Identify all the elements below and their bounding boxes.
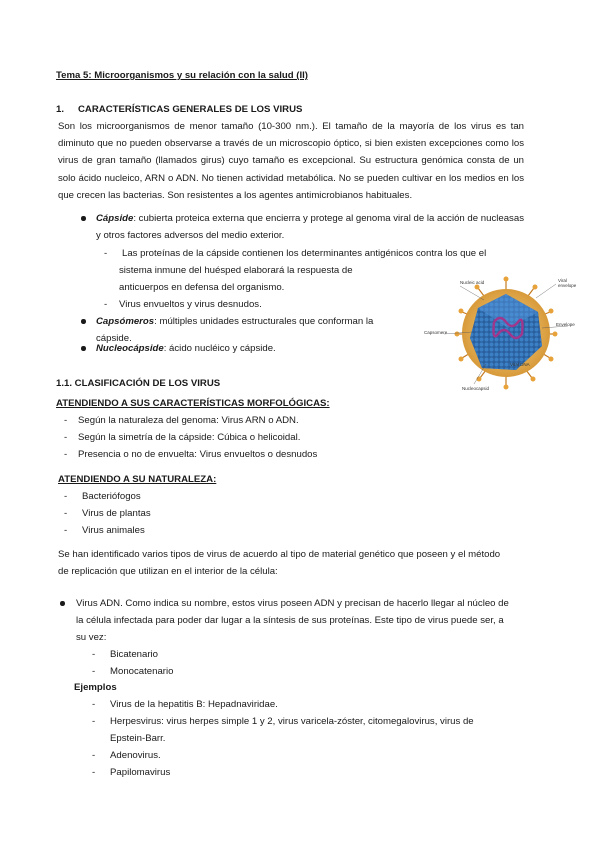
term-capsomeros: Capsómeros — [96, 316, 155, 327]
intro-paragraph: Son los microorganismos de menor tamaño (10-300 nm.). El tamaño de la mayoría de los virus es tan diminuto que no pueden observarse a través de un microscopio óptico, si bien existen excepciones como los virus de gran tamaño (llamados girus) cuyo tamaño es excepcional. Su estructura genómica consta de un solo ácido nucleico, ARN o ADN. No tienen actividad metabólica. No se pueden cultivar en los medios en los que crecen las bacterias. Son resistentes a los agentes antimicrobianos habituales. — [58, 121, 524, 201]
virus-diagram — [424, 272, 584, 394]
example-item: Adenovirus. — [110, 750, 161, 761]
bullet-dot — [81, 346, 86, 351]
term-nucleocapside: Nucleocápside — [96, 343, 164, 354]
sub-capside-1b: sistema inmune del huésped elaborará la respuesta de — [119, 265, 353, 276]
nature-item: Virus de plantas — [82, 508, 151, 519]
bullet-capside — [96, 210, 524, 244]
dash-marker: - — [64, 432, 68, 443]
dash-marker: - — [92, 699, 96, 710]
adn-line: su vez: — [76, 632, 107, 643]
subsection-heading: 1.1. CLASIFICACIÓN DE LOS VIRUS — [56, 378, 221, 389]
capside-definition: : cubierta proteica externa que encierra y protege al genoma viral de la acción de nucleasas y otros factores adversos del medio exterior. — [96, 213, 524, 242]
adn-line: Virus ADN. Como indica su nombre, estos virus poseen ADN y precisan de hacerlo llegar al núcleo de — [76, 598, 509, 609]
adn-type: Monocatenario — [110, 666, 174, 677]
adn-line: la célula infectada para poder dar lugar a la síntesis de sus proteínas. Este tipo de virus puede ser, a — [76, 615, 504, 626]
sub-capside-1c: anticuerpos en defensa del organismo. — [119, 282, 285, 293]
nature-item: Bacteriófogos — [82, 491, 141, 502]
figure-label-viral-envelope: Viral envelope — [558, 278, 577, 288]
dash-marker: - — [104, 248, 108, 259]
intro-line: de replicación que utilizan en el interior de la célula: — [58, 566, 278, 577]
bullet-capsomeros — [96, 313, 411, 330]
dash-marker: - — [92, 716, 96, 727]
morph-item: Según la naturaleza del genoma: Virus ARN o ADN. — [78, 415, 299, 426]
morph-item: Según la simetría de la cápside: Cúbica o helicoidal. — [78, 432, 301, 443]
capsomeros-definition: : múltiples unidades estructurales que conforman la — [154, 316, 374, 327]
intro-line: Se han identificado varios tipos de virus de acuerdo al tipo de material genético que poseen y el método — [58, 549, 501, 560]
bullet-dot — [60, 601, 65, 606]
term-capside: Cápside — [96, 213, 134, 224]
example-item-continuation: Epstein-Barr. — [110, 733, 166, 744]
dash-marker: - — [92, 750, 96, 761]
capsomeros-continuation: cápside. — [96, 333, 132, 344]
sub-capside-1a: Las proteínas de la cápside contienen los determinantes antigénicos contra los que el — [122, 248, 487, 259]
dash-marker: - — [92, 649, 96, 660]
section-heading-text: CARACTERÍSTICAS GENERALES DE LOS VIRUS — [78, 104, 303, 115]
figure-label-envelope: Envelope — [556, 322, 575, 327]
bullet-dot — [81, 319, 86, 324]
virus-illustration — [424, 272, 584, 394]
page-title: Tema 5: Microorganismos y su relación con la salud (II) — [56, 70, 308, 81]
example-item: Herpesvirus: virus herpes simple 1 y 2, virus varicela-zóster, citomegalovirus, virus de — [110, 716, 474, 727]
adn-type: Bicatenario — [110, 649, 158, 660]
bullet-dot — [81, 216, 86, 221]
examples-heading: Ejemplos — [74, 682, 117, 693]
nucleocapside-definition: : ácido nucléico y cápside. — [163, 343, 276, 354]
dash-marker: - — [64, 491, 68, 502]
dash-marker: - — [104, 299, 108, 310]
figure-label-nucleocapsid: Nucleocapsid — [462, 386, 490, 391]
sub-capside-2: Virus envueltos y virus desnudos. — [119, 299, 262, 310]
section-heading — [56, 104, 302, 115]
morph-item: Presencia o no de envuelta: Virus envueltos o desnudos — [78, 449, 318, 460]
nature-item: Virus animales — [82, 525, 145, 536]
dash-marker: - — [64, 415, 68, 426]
bullet-nucleocapside — [96, 340, 276, 357]
dash-marker: - — [64, 525, 68, 536]
dash-marker: - — [64, 508, 68, 519]
section-number: 1. — [56, 104, 65, 115]
figure-label-capsomere: Capsomere — [424, 330, 448, 335]
nature-heading: ATENDIENDO A SU NATURALEZA: — [58, 474, 217, 485]
example-item: Papilomavirus — [110, 767, 171, 778]
morph-heading: ATENDIENDO A SUS CARACTERÍSTICAS MORFOLÓGICAS: — [56, 398, 330, 409]
dash-marker: - — [92, 666, 96, 677]
dash-marker: - — [92, 767, 96, 778]
dash-marker: - — [64, 449, 68, 460]
example-item: Virus de la hepatitis B: Hepadnaviridae. — [110, 699, 278, 710]
figure-label-nucleic-acid: Nucleic acid — [460, 280, 485, 285]
figure-label-viral-dna: Viral DNA — [510, 362, 530, 367]
